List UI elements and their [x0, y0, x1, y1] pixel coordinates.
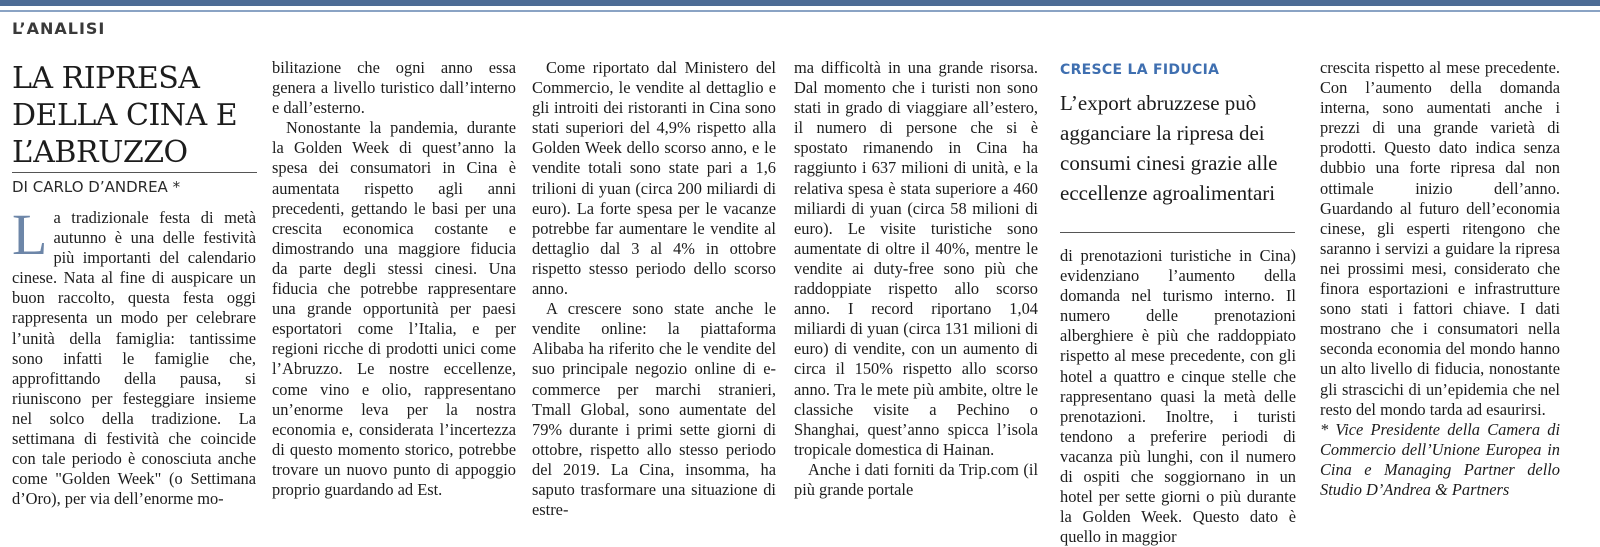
paragraph: a tradizionale festa di metà autunno è una delle festività più importanti del calendario cinese. Nata al fine di auspicare un buon raccolto, questa festa oggi rappresenta un modo per celebrare l’unità della famiglia: tantissime sono infatti le famiglie che, approfittando della pausa, si riuniscono per festeggiare insieme nel solco della tradizione. La settimana di festività che coincide con tale periodo è conosciuta anche come "Golden Week" (o Settimana d’Oro), per via dell’enorme mo- — [12, 208, 256, 509]
paragraph: Come riportato dal Ministero del Commercio, le vendite al dettaglio e gli introiti dei ristoranti in Cina sono stati superiori del 4,9% rispetto alla Golden Week dello scorso anno, e le vendite totali sono state pari a 1,6 trilioni di yuan (circa 200 miliardi di euro). La forte spesa per le vacanze potrebbe far aumentare le vendite al dettaglio dal 3 al 4% in ottobre rispetto stesso periodo dello scorso anno. — [532, 58, 776, 299]
paragraph: bilitazione che ogni anno essa genera a livello turistico dall’interno e dall’esterno. — [272, 58, 516, 118]
headline-rule — [12, 172, 257, 173]
pullquote-rule — [1060, 232, 1295, 233]
article-column-1 — [12, 202, 256, 526]
top-color-bar — [0, 0, 1600, 6]
paragraph: di prenotazioni turistiche in Cina) evidenziano l’aumento della domanda nel turismo interno. Il numero delle prenotazioni alberghiere è più che raddoppiato rispetto al mese precedente, con gli hotel a quattro e cinque stelle che rappresentano quasi la metà delle prenotazioni. Inoltre, i turisti tendono a preferire periodi di vacanza più lunghi, con il numero di ospiti che soggiornano in un hotel per sette giorni o più durante la Golden Week. Questo dato è quello in maggior — [1060, 246, 1296, 547]
top-thin-rule — [0, 10, 1600, 12]
byline: DI CARLO D’ANDREA * — [12, 178, 181, 196]
section-label: L’ANALISI — [12, 19, 106, 38]
pullquote-title: CRESCE LA FIDUCIA — [1060, 62, 1220, 78]
headline: LA RIPRESA DELLA CINA E L’ABRUZZO — [12, 61, 238, 170]
author-footnote: * Vice Presidente della Camera di Commercio dell’Unione Europea in Cina e Managing Partner dello Studio D’Andrea & Partners — [1320, 419, 1560, 499]
article-column-5 — [1060, 246, 1296, 547]
pullquote-text: L’export abruzzese può agganciare la ripresa dei consumi cinesi grazie alle eccellenze agroalimentari — [1060, 91, 1278, 205]
paragraph: Anche i dati forniti da Trip.com (il più grande portale — [794, 459, 1038, 499]
paragraph: crescita rispetto al mese precedente. Con l’aumento della domanda interna, sono aumentati anche i prezzi di una grande varietà di prodotti. Questo dato indica senza dubbio una forte ripresa dal non ottimale inizio dell’anno. Guardando al futuro dell’economia cinese, gli esperti ritengono che saranno i servizi a guidare la ripresa nei prossimi mesi, considerato che finora esportazioni e infrastrutture sono stati i fattori chiave. I dati mostrano che i consumatori nella seconda economia del mondo hanno un alto livello di fiducia, nonostante gli strascichi di un’epidemia che nel resto del mondo tarda ad esaurirsi. — [1320, 58, 1560, 419]
dropcap: L — [12, 202, 48, 267]
article-column-6 — [1320, 58, 1560, 526]
paragraph: Nonostante la pandemia, durante la Golden Week di quest’anno la spesa dei consumatori in Cina è aumentata rispetto agli anni precedenti, gettando le basi per una crescita economica costante e dimostrando una maggiore fiducia da parte degli stessi cinesi. Una fiducia che potrebbe rappresentare una grande opportunità per paesi esportatori come l’Italia, e per regioni ricche di prodotti unici come l’Abruzzo. Le nostre eccellenze, come vino e olio, rappresentano un’enorme leva per la nostra economia e, considerata l’incertezza di questo momento storico, potrebbe trovare un nuovo punto di appoggio proprio guardando ad Est. — [272, 118, 516, 499]
article-column-3 — [532, 58, 776, 526]
paragraph: A crescere sono state anche le vendite online: la piattaforma Alibaba ha riferito che le vendite del suo principale negozio online di e-commerce per marchi stranieri, Tmall Global, sono aumentate del 79% durante i primi sette giorni di ottobre, rispetto allo stesso periodo del 2019. La Cina, insomma, ha saputo trasformare una situazione di estre- — [532, 299, 776, 520]
paragraph: ma difficoltà in una grande risorsa. Dal momento che i turisti non sono stati in grado di viaggiare all’estero, il numero di persone che si è spostato rimanendo in Cina ha raggiunto i 637 milioni di unità, e la relativa spesa è stata superiore a 460 miliardi di yuan (circa 58 milioni di euro). Le visite turistiche sono aumentate di oltre il 40%, mentre le vendite ai duty-free sono più che raddoppiate rispetto allo scorso anno. I record riportano 1,04 miliardi di yuan (circa 131 milioni di euro) di vendite, con un aumento di circa il 150% rispetto allo scorso anno. Tra le mete più ambite, oltre le classiche visite a Pechino o Shanghai, quest’anno spicca l’isola tropicale domestica di Hainan. — [794, 58, 1038, 459]
article-column-2 — [272, 58, 516, 526]
article-column-4 — [794, 58, 1038, 526]
